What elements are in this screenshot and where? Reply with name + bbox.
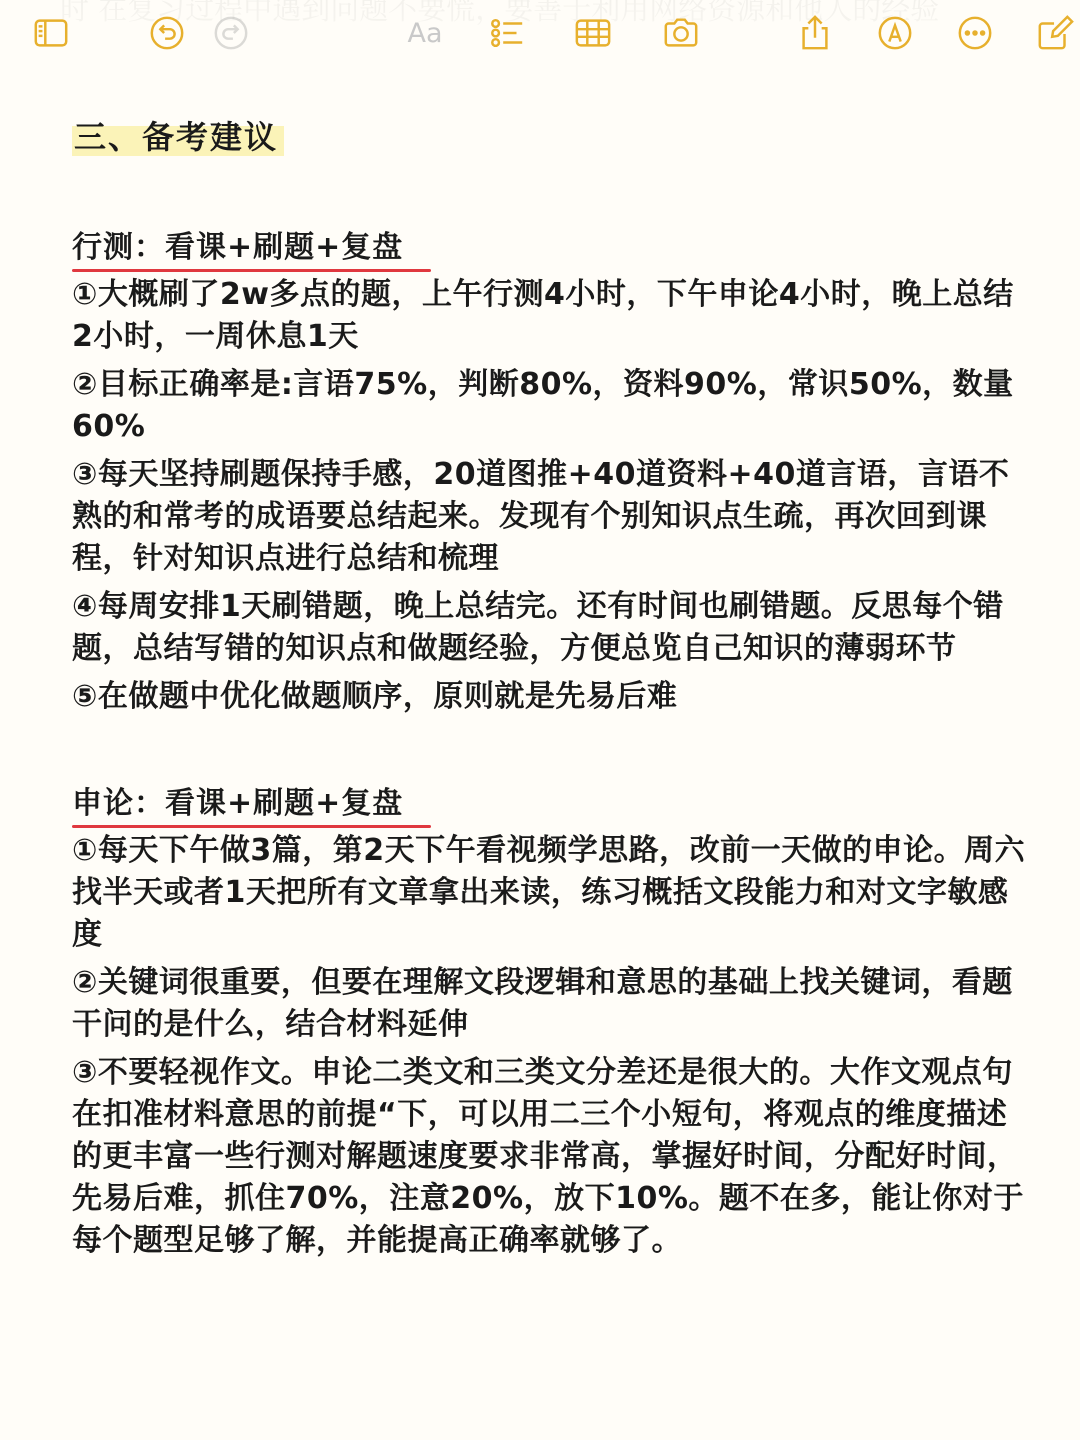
undo-icon[interactable] <box>146 12 188 54</box>
shenlun-heading: 申论：看课+刷题+复盘 <box>72 778 403 828</box>
xingce-item-5: ⑤在做题中优化做题顺序，原则就是先易后难 <box>72 679 678 714</box>
checklist-icon[interactable] <box>486 12 528 54</box>
xingce-heading: 行测：看课+刷题+复盘 <box>72 222 403 272</box>
xingce-section <box>72 222 1032 718</box>
sidebar-icon[interactable] <box>30 12 72 54</box>
camera-icon[interactable] <box>660 12 702 54</box>
format-aa-icon[interactable]: Aa <box>407 17 443 49</box>
share-icon[interactable] <box>794 12 836 54</box>
xingce-item-3: ③每天坚持刷题保持手感，20道图推+40道资料+40道言语，言语不熟的和常考的成语要总结起来。发现有个别知识点生疏，再次回到课程，针对知识点进行总结和梳理 <box>72 457 1010 576</box>
section-title: 三、备考建议 <box>72 108 284 160</box>
xingce-item-4: ④每周安排1天刷错题，晚上总结完。还有时间也刷错题。反思每个错题，总结写错的知识点和做题经验，方便总览自己知识的薄弱环节 <box>72 589 1004 666</box>
shenlun-item-2: ②关键词很重要，但要在理解文段逻辑和意思的基础上找关键词，看题干问的是什么，结合材料延伸 <box>72 965 1013 1042</box>
notes-toolbar <box>0 0 1080 68</box>
compose-icon[interactable] <box>1034 12 1076 54</box>
more-icon[interactable] <box>954 12 996 54</box>
redo-icon[interactable] <box>210 12 252 54</box>
markup-pen-icon[interactable] <box>874 12 916 54</box>
shenlun-item-1: ①每天下午做3篇，第2天下午看视频学思路，改前一天做的申论。周六找半天或者1天把所有文章拿出来读，练习概括文段能力和对文字敏感度 <box>72 833 1026 952</box>
shenlun-section <box>72 778 1032 1262</box>
note-body[interactable] <box>72 108 1032 1268</box>
shenlun-item-3: ③不要轻视作文。申论二类文和三类文分差还是很大的。大作文观点句在扣准材料意思的前提“下，可以用二三个小短句，将观点的维度描述的更丰富一些行测对解题速度要求非常高，掌握好时间，分配好时间，先易后难，抓住70%，注意20%，放下10%。题不在多，能让你对于每个题型足够了解，并能提高正确率就够了。 <box>72 1055 1024 1258</box>
table-icon[interactable] <box>572 12 614 54</box>
xingce-item-1: ①大概刷了2w多点的题，上午行测4小时，下午申论4小时，晚上总结2小时，一周休息1天 <box>72 277 1014 354</box>
xingce-item-2: ②目标正确率是:言语75%，判断80%，资料90%，常识50%，数量60% <box>72 367 1014 444</box>
